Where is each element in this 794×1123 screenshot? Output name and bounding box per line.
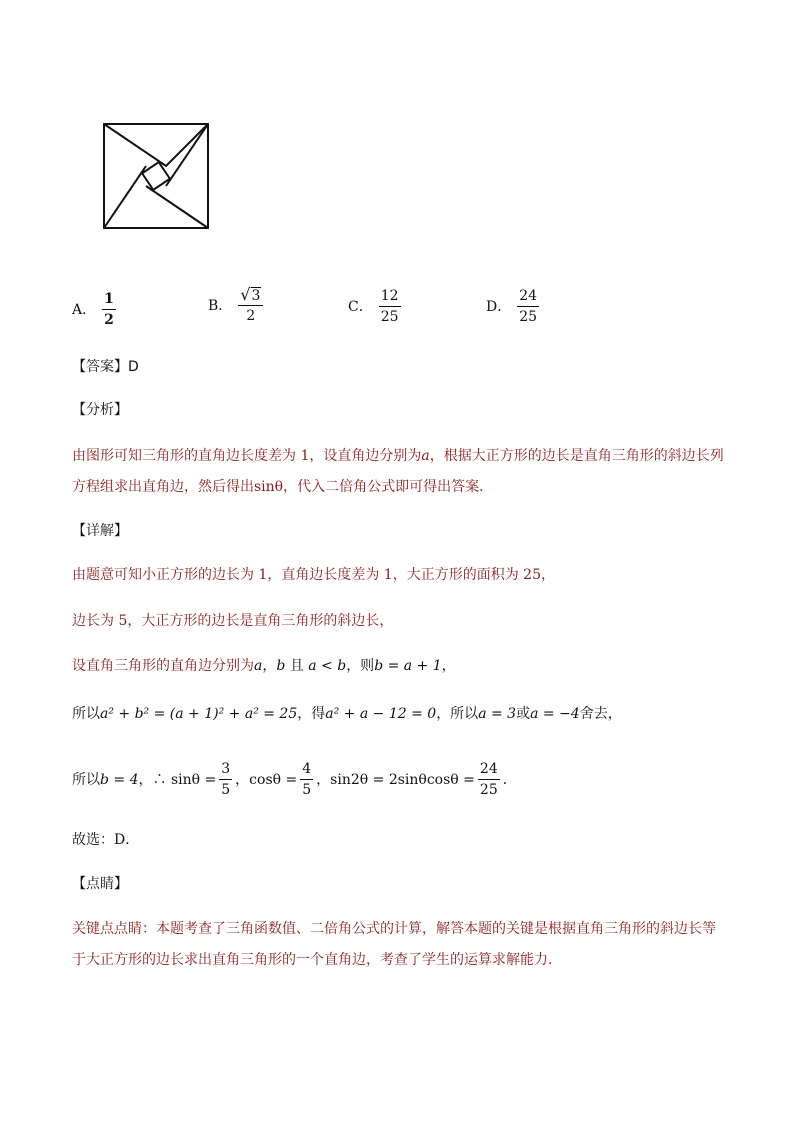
option-b-radicand: 3 [251, 288, 261, 304]
option-a-denominator: 2 [104, 312, 114, 328]
option-a-label: A． [72, 301, 97, 318]
option-c [348, 287, 401, 326]
answer-value: D [128, 359, 139, 375]
detail-line-2: 边长为 5，大正方形的边长是直角三角形的斜边长， [72, 613, 394, 629]
result-fraction: $\frac{24}{25}$ [479, 761, 498, 798]
answer-tag: 【答案】 [72, 359, 128, 375]
answer-line [72, 357, 139, 377]
pinwheel-square-figure [96, 116, 216, 236]
option-a-fraction [102, 290, 116, 329]
option-b-numerator: √ 3 [240, 285, 261, 304]
analysis-line-1: 由图形可知三角形的直角边长度差为 1，设直角边分别为a，根据大正方形的边长是直角三角形的斜边长列 [72, 448, 724, 464]
detail-line-5: 所以 b = 4 ，∴ sinθ = $\frac{3}{5}$ ，cosθ = $\frac{4}{5}$ ，sin2θ = 2sinθcosθ = $\frac{24}{25}$ ． [72, 761, 517, 798]
option-d-fraction [517, 287, 539, 326]
detail-line-1: 由题意可知小正方形的边长为 1，直角边长度差为 1，大正方形的面积为 25， [72, 567, 555, 583]
option-c-denominator: 25 [380, 309, 399, 325]
detail-heading: 【详解】 [72, 523, 128, 539]
option-d [486, 287, 539, 326]
analysis-line-2: 方程组求出直角边，然后得出sinθ，代入二倍角公式即可得出答案． [72, 479, 494, 495]
pinwheel-lines [104, 124, 208, 166]
option-a [72, 290, 116, 329]
option-d-label: D． [486, 298, 512, 315]
comment-heading: 【点睛】 [72, 876, 128, 892]
analysis-heading: 【分析】 [72, 402, 128, 418]
option-b [208, 287, 263, 325]
option-d-denominator: 25 [519, 309, 538, 325]
detail-line-6: 故选：D． [72, 832, 140, 848]
cos-fraction: $\frac{4}{5}$ [302, 761, 312, 798]
detail-line-3: 设直角三角形的直角边分别为a，b 且 a < b，则b = a + 1， [72, 658, 456, 674]
option-c-numerator: 12 [380, 288, 399, 304]
option-b-label: B． [208, 298, 233, 314]
option-d-numerator: 24 [519, 288, 538, 304]
comment-line-2: 于大正方形的边长求出直角三角形的一个直角边，考查了学生的运算求解能力. [72, 952, 553, 968]
sin-fraction: $\frac{3}{5}$ [221, 761, 231, 798]
detail-line-4: 所以a² + b² = (a + 1)² + a² = 25，得a² + a − 12 = 0，所以a = 3或a = −4舍去， [72, 706, 622, 722]
comment-line-1: 关键点点睛：本题考查了三角函数值、二倍角公式的计算，解答本题的关键是根据直角三角形的斜边长等 [72, 921, 716, 937]
option-c-fraction [379, 287, 401, 326]
option-b-denominator: 2 [246, 308, 256, 324]
option-b-fraction [238, 287, 263, 325]
option-c-label: C． [348, 298, 373, 315]
option-a-numerator: 1 [104, 291, 114, 307]
